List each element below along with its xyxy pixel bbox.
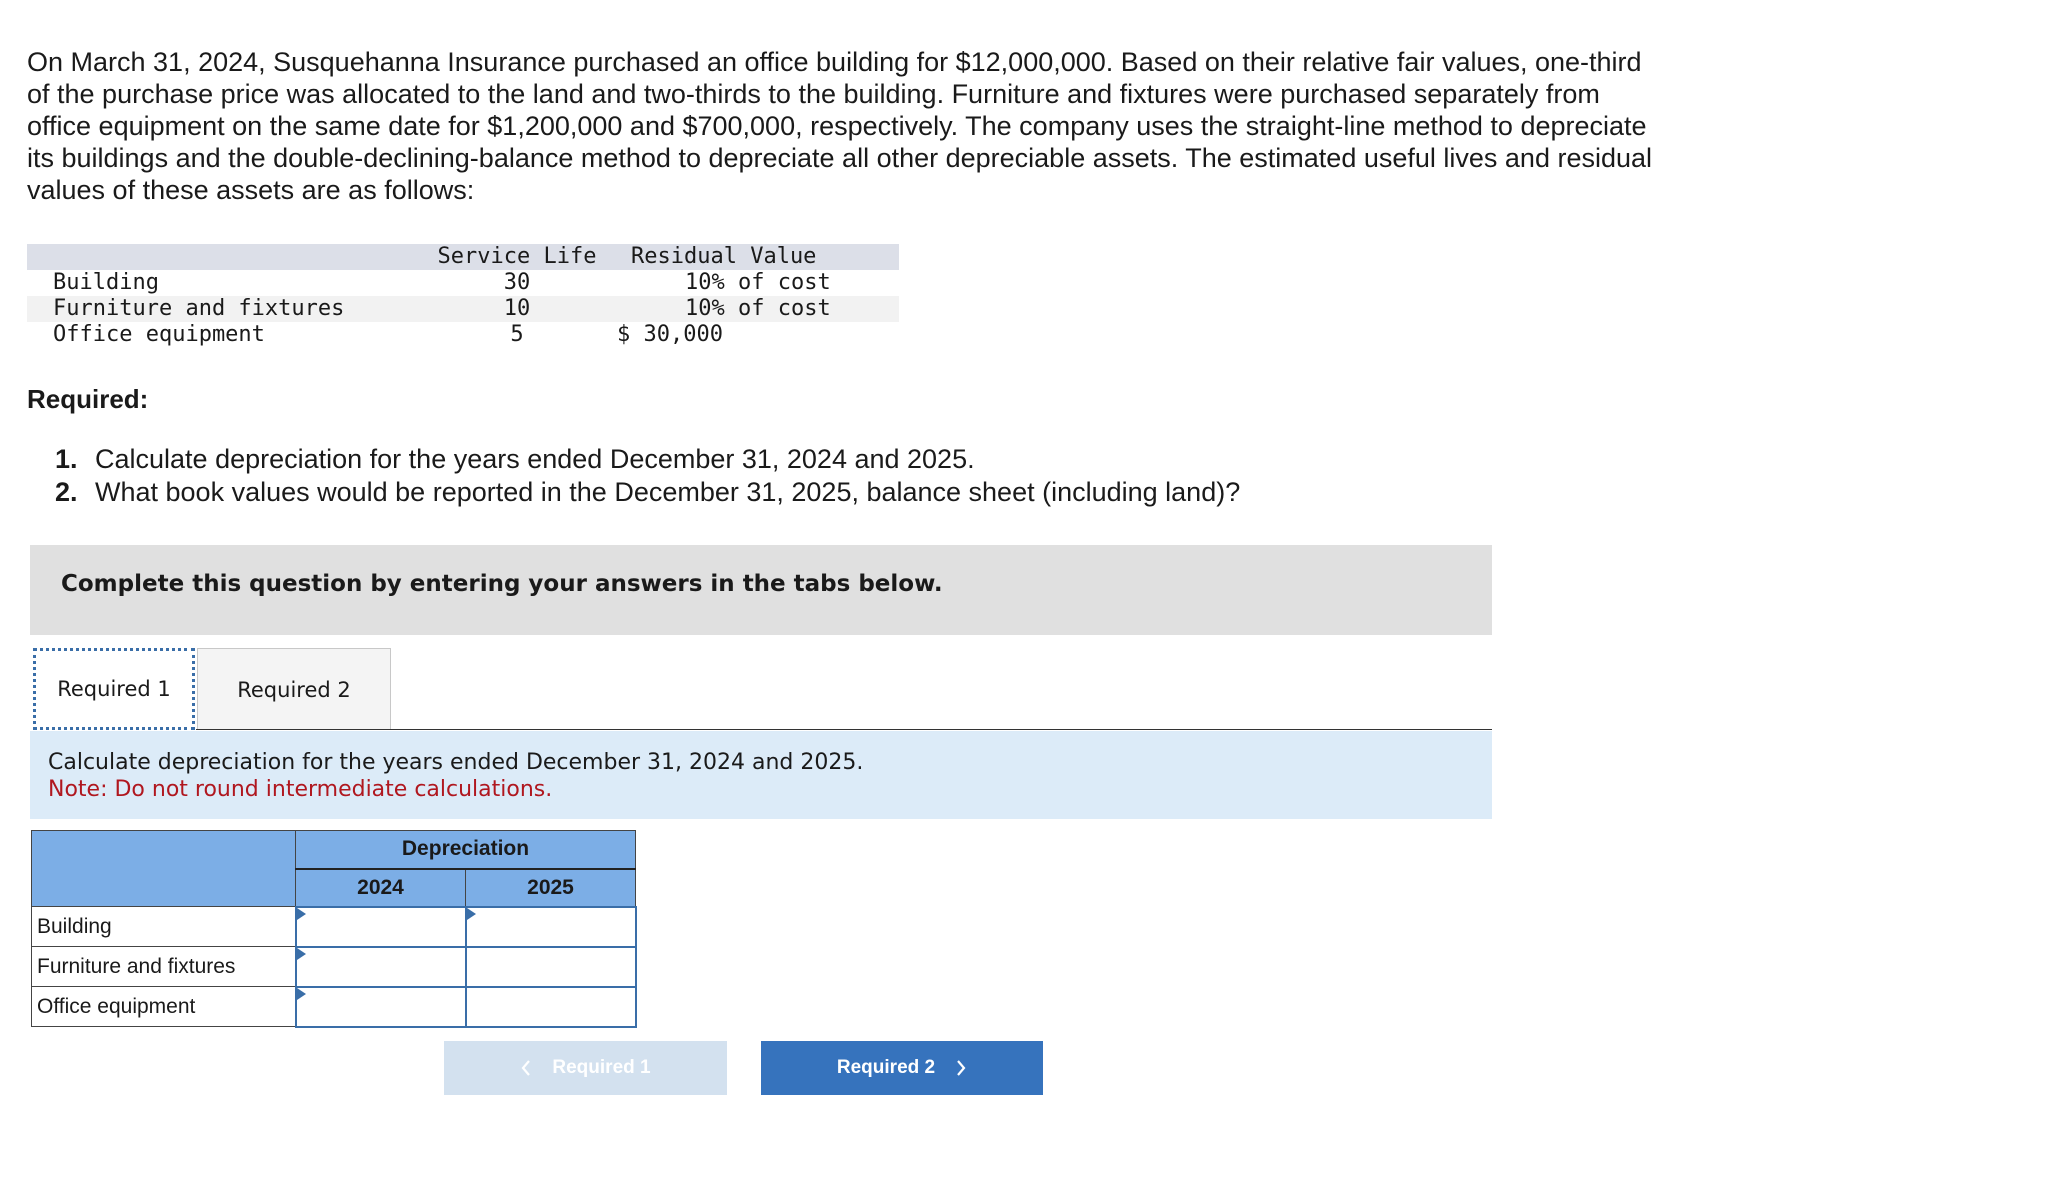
- required-list: [55, 443, 1240, 509]
- problem-statement: On March 31, 2024, Susquehanna Insurance purchased an office building for $12,000,000. Based on their relative fair values, one-third of the purchase price was allocated to the land and two-thirds to the building. Furniture and fixtures were purchased separately from office equipment on the same date for $1,200,000 and $700,000, respectively. The company uses the straight-line method to depreciate its buildings and the double-declining-balance method to depreciate all other depreciable assets. The estimated useful lives and residual values of these assets are as follows:: [27, 47, 1653, 205]
- asset-name: Office equipment: [53, 322, 265, 347]
- next-button-label: Required 2: [836, 1057, 936, 1078]
- prev-button-label: Required 1: [552, 1057, 651, 1078]
- instruction-text: Complete this question by entering your answers in the tabs below.: [61, 571, 943, 597]
- asset-info-table: [27, 244, 899, 348]
- service-life: 30: [503, 270, 531, 295]
- office-equipment-2024-input[interactable]: [297, 988, 465, 1026]
- panel-note: Note: Do not round intermediate calculations.: [48, 777, 553, 802]
- asset-row-office-equipment: [27, 322, 899, 348]
- cell-furniture-2025: [466, 947, 636, 987]
- year-header-2024: 2024: [296, 869, 466, 907]
- tab-required-2[interactable]: Required 2: [197, 648, 391, 730]
- residual-value-header: Residual Value: [631, 244, 817, 269]
- asset-name: Building: [53, 270, 159, 295]
- input-marker-icon: [297, 948, 306, 960]
- table-row: [32, 947, 636, 987]
- table-row: [32, 907, 636, 947]
- required-item: [55, 476, 1240, 509]
- building-2024-input[interactable]: [297, 908, 465, 946]
- input-marker-icon: [297, 988, 306, 1000]
- item-text: What book values would be reported in the December 31, 2025, balance sheet (including land)?: [95, 477, 1241, 507]
- building-2025-input[interactable]: [467, 908, 635, 946]
- office-equipment-2025-input[interactable]: [467, 988, 635, 1026]
- asset-column-header: [27, 244, 417, 270]
- item-number: 2.: [55, 477, 78, 507]
- cell-building-2024: [296, 907, 466, 947]
- table-corner-header: [32, 831, 296, 907]
- input-marker-icon: [297, 908, 306, 920]
- residual-value: 10% of cost: [685, 296, 831, 321]
- panel-description: [30, 731, 1492, 819]
- required-item: [55, 443, 1240, 476]
- instruction-banner: [30, 545, 1492, 635]
- furniture-2024-input[interactable]: [297, 948, 465, 986]
- service-life: 10: [503, 296, 531, 321]
- next-button[interactable]: [761, 1041, 1043, 1095]
- residual-value: $ 30,000: [617, 322, 723, 347]
- service-life-header: Service Life: [437, 244, 597, 269]
- depreciation-table: [31, 830, 637, 1028]
- panel-description-text: Calculate depreciation for the years ended December 31, 2024 and 2025.: [48, 750, 864, 775]
- residual-value: 10% of cost: [685, 270, 831, 295]
- row-label-furniture: Furniture and fixtures: [32, 947, 296, 987]
- cell-office-2024: [296, 987, 466, 1027]
- chevron-right-icon: [955, 1059, 967, 1077]
- depreciation-group-header: Depreciation: [296, 831, 636, 869]
- item-text: Calculate depreciation for the years ended December 31, 2024 and 2025.: [95, 444, 975, 474]
- asset-table-header-row: [27, 244, 899, 270]
- row-label-building: Building: [32, 907, 296, 947]
- asset-name: Furniture and fixtures: [53, 296, 345, 321]
- prev-button[interactable]: [444, 1041, 727, 1095]
- cell-office-2025: [466, 987, 636, 1027]
- input-marker-icon: [467, 908, 476, 920]
- furniture-2025-input[interactable]: [467, 948, 635, 986]
- item-number: 1.: [55, 444, 78, 474]
- tab-divider: [196, 729, 1492, 730]
- service-life: 5: [510, 322, 524, 347]
- tab-required-1[interactable]: Required 1: [33, 648, 195, 730]
- chevron-left-icon: [520, 1059, 532, 1077]
- asset-row-furniture: [27, 296, 899, 322]
- cell-building-2025: [466, 907, 636, 947]
- asset-row-building: [27, 270, 899, 296]
- cell-furniture-2024: [296, 947, 466, 987]
- required-heading: Required:: [27, 384, 149, 414]
- year-header-2025: 2025: [466, 869, 636, 907]
- row-label-office-equipment: Office equipment: [32, 987, 296, 1027]
- table-row: [32, 987, 636, 1027]
